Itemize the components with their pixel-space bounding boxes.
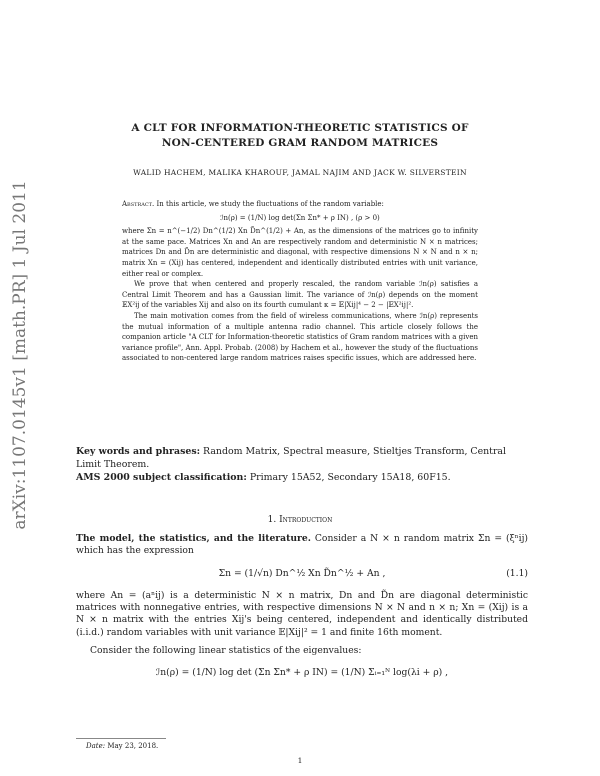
keywords-label: Key words and phrases:: [76, 446, 201, 457]
abstract-text: where Σn = n^(−1/2) Dn^(1/2) Xn D̃n^(1/2) + An, as the dimensions of the matrices go to infinity at the same pace. Matrices Xn and An are respectively random and deterministic N × n matrices; matrices Dn and D̃n are deterministic and diagonal, with respective dimensions N × N and n × n; matrix Xn = (Xij) has centered, independent and identically distributed entries with unit variance, either real or complex.: [122, 227, 478, 278]
abstract-text: In this article, we study the fluctuations of the random variable:: [156, 200, 384, 208]
arxiv-stamp: arXiv:1107.0145v1 [math.PR] 1 Jul 2011: [10, 180, 30, 530]
footnote-rule: [76, 738, 166, 739]
paragraph-text: Consider a N × n random matrix Σn = (ξⁿij) which has the expression: [76, 533, 529, 557]
equation-linear-statistics: ℐn(ρ) = (1/N) log det (Σn Σn* + ρ IN) = (1/N) Σᵢ₌₁ᴺ log(λi + ρ) ,: [155, 667, 449, 679]
footnote-text: May 23, 2018.: [107, 742, 159, 750]
keywords-text: Random Matrix, Spectral measure, Stieltjes Transform, Central Limit Theorem.: [76, 446, 507, 470]
authors: WALID HACHEM, MALIKA KHAROUF, JAMAL NAJIM AND JACK W. SILVERSTEIN: [133, 168, 467, 177]
abstract-text: The main motivation comes from the field of wireless communications, where ℐn(ρ) represents the mutual information of a multiple antenna radio channel. This article closely follows the companion article "A CLT for Information-theoretic statistics of Gram random matrices with a given variance profile", Ann. Appl. Probab. (2008) by Hachem et al., however the study of the fluctuations associated to non-centered large random matrices raises specific issues, which are addressed here.: [122, 311, 478, 363]
equation-text: Σn = (1/√n) Dn^½ Xn D̃n^½ + An ,: [218, 567, 386, 579]
paper-title-line-1: A CLT FOR INFORMATION-THEORETIC STATISTICS OF: [131, 122, 469, 134]
ams-classification: [76, 472, 528, 485]
abstract: [122, 199, 478, 364]
paragraph-text: where An = (aⁿij) is a deterministic N × n matrix, Dn and D̃n are diagonal deterministic matrices with nonnegative entries, with respective dimensions N × N and n × n; Xn = (Xij) is a N × n matrix with the entries Xij's being centered, independent and identically distributed (i.i.d.) random variables with unit variance 𝔼|Xij|² = 1 and finite 16th moment.: [76, 589, 528, 638]
section-heading: 1. Introduction: [267, 515, 333, 525]
equation-1-1: [76, 568, 528, 580]
abstract-label: Abstract.: [122, 200, 155, 208]
page-number: 1: [297, 756, 303, 765]
equation-number: (1.1): [506, 567, 528, 579]
body-text: [76, 533, 528, 690]
abstract-equation: ℐn(ρ) = (1/N) log det(Σn Σn* + ρ IN) , (ρ > 0): [220, 213, 380, 222]
abstract-text: We prove that when centered and properly rescaled, the random variable ℐn(ρ) satisfies a Central Limit Theorem and has a Gaussian limit. The variance of ℐn(ρ) depends on the moment 𝔼X²ij of the variables Xij and also on its fourth cumulant κ = 𝔼|Xij|⁴ − 2 − |𝔼X²ij|².: [122, 280, 478, 310]
paragraph-text: Consider the following linear statistics of the eigenvalues:: [90, 645, 362, 657]
paragraph-lead: The model, the statistics, and the literature.: [76, 533, 311, 544]
ams-label: AMS 2000 subject classification:: [76, 472, 247, 483]
paper-title-line-2: NON-CENTERED GRAM RANDOM MATRICES: [161, 137, 439, 149]
footnote: [86, 742, 158, 750]
ams-text: Primary 15A52, Secondary 15A18, 60F15.: [249, 472, 451, 483]
footnote-label: Date:: [86, 742, 106, 750]
keywords: [76, 446, 528, 471]
